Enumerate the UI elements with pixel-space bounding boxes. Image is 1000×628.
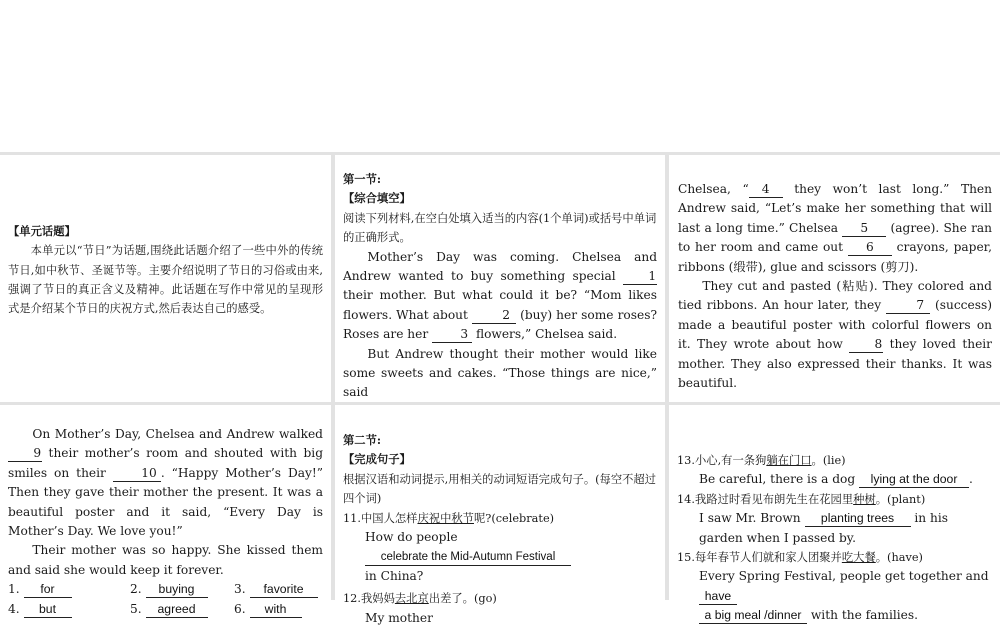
question-13-sentence: Be careful, there is a dog lying at the door . [699,472,973,487]
blank-2[interactable]: 2 [472,308,516,324]
answer-13: lying at the door [859,472,969,488]
blank-6[interactable]: 6 [848,240,892,256]
section-two-title: 第二节: [343,433,382,447]
panel-sentence-answers [677,451,993,623]
blank-3[interactable]: 3 [432,327,472,343]
section-one-subtitle: 【综合填空】 [343,191,411,206]
gutter-left [331,152,335,600]
passage-paragraph: They cut and pasted (粘贴). They colored and tied ribbons. An hour later, they 7 (success) made a beautiful poster with colorful flowers on it. They wrote about how 8 they loved their mother. They also expressed their thanks. It was beautiful. [678,279,993,391]
answer-14: planting trees [805,511,911,527]
question-15-prompt: 15.每年春节人们就和家人团聚并吃大餐。(have) [677,551,923,565]
answer-3: favorite [250,582,318,598]
blank-9[interactable]: 9 [8,446,42,462]
blank-10[interactable]: 10 [113,466,161,482]
section-one-title: 第一节: [343,172,382,186]
blank-4[interactable]: 4 [749,182,783,198]
panel-passage-end [8,425,324,616]
section-one-instruction: 阅读下列材料,在空白处填入适当的内容(1个单词)或括号中单词的正确形式。 [343,211,657,245]
question-13-prompt: 13.小心,有一条狗躺在门口。(lie) [677,454,846,467]
panel-passage-continued [678,180,992,395]
answer-11: celebrate the Mid-Autumn Festival [365,550,571,566]
answer-2: buying [146,582,208,598]
passage-paragraph: Their mother was so happy. She kissed them and said she would keep it forever. [8,543,323,577]
panel-section-one [343,170,657,400]
blank-1[interactable]: 1 [623,269,657,285]
unit-topic-text: 本单元以“节日”为话题,围绕此话题介绍了一些中外的传统节日,如中秋节、圣诞节等。主要介绍说明了节日的习俗或由来,强调了节日的真正含义及精神。此话题在写作中常见的呈现形式是介绍某个节日的庆祝方式,然后表达自己的感受。 [8,244,323,316]
passage-paragraph: But Andrew thought their mother would like some sweets and cakes. “Those things are nice,” said [343,346,657,400]
question-11-sentence: How do people celebrate the Mid-Autumn Festival in China? [343,528,657,586]
unit-topic-heading: 【单元话题】 [8,224,76,238]
passage-paragraph: Chelsea, “ 4 they won’t last long.” Then Andrew said, “Let’s make her something that will last a long time.” Chelsea 5 (agree). She ran to her room and came out 6 crayons, paper, ribbons (缎带), glue and scissors (剪刀). [678,182,993,274]
question-12-sentence: My mother [365,610,433,625]
answer-5: agreed [146,602,208,618]
answer-item: 3. favorite [234,580,322,599]
answer-grid [8,580,323,619]
question-14-prompt: 14.我路过时看见布朗先生在花园里种树。(plant) [677,492,926,506]
answer-item: 1. for [8,580,130,599]
question-14-sentence: I saw Mr. Brown planting trees in his garden when I passed by. [699,511,949,545]
blank-5[interactable]: 5 [842,221,886,237]
question-12-prompt: 12.我妈妈去北京出差了。(go) [343,592,497,606]
answer-item: 2. buying [130,580,234,599]
answer-15-part-2: a big meal /dinner [699,608,807,624]
passage-paragraph: Mother’s Day was coming. Chelsea and Andrew wanted to buy something special 1 their mother. But what could it be? “Mom likes flowers. What about 2 (buy) her some roses? Roses are her 3 flowers,” Chelsea said. [343,249,657,342]
answer-item: 6. with [234,600,322,619]
gutter-right [665,152,669,600]
answer-4: but [24,602,72,618]
gutter-top [0,152,1000,155]
question-15-sentence: Every Spring Festival, people get together and have a big meal /dinner with the families. [699,569,989,623]
section-two-instruction: 根据汉语和动词提示,用相关的动词短语完成句子。(每空不超过四个词) [343,472,657,506]
panel-unit-topic [8,222,323,398]
blank-7[interactable]: 7 [886,298,930,314]
answer-item: 5. agreed [130,600,234,619]
section-two-subtitle: 【完成句子】 [343,452,411,467]
passage-paragraph: On Mother’s Day, Chelsea and Andrew walked 9 their mother’s room and shouted with big smiles on their 10 . “Happy Mother’s Day!” Then they gave their mother the present. It was a beautiful poster and it said, “Every Day is Mother’s Day. We love you!” [8,427,324,539]
question-11-prompt: 11.中国人怎样庆祝中秋节呢?(celebrate) [343,511,555,525]
blank-8[interactable]: 8 [849,337,883,353]
answer-15-part-1: have [699,589,737,605]
panel-section-two [343,431,657,625]
answer-1: for [24,582,72,598]
answer-6: with [250,602,302,618]
answer-item: 4. but [8,600,130,619]
